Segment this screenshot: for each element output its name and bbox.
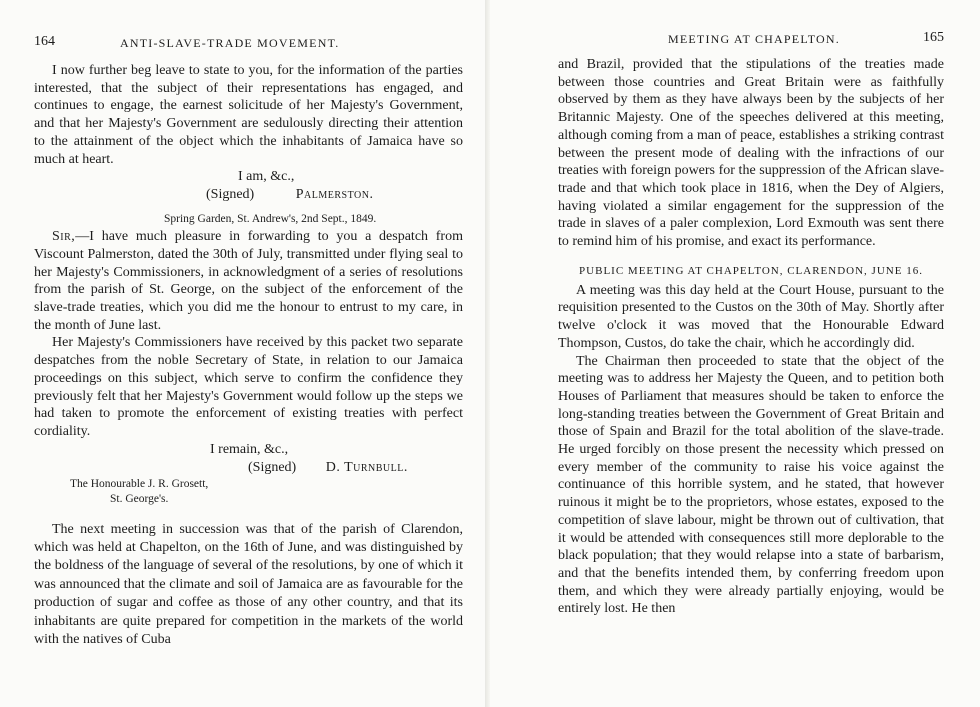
right-paragraph-2: A meeting was this day held at the Court House, pursuant to the requisition presented to the Custos on the 30th of May. Shortly after twelve o'clock it was moved that the Honourable Edward Thompson, Custos, do take the chair, which he accordingly did. <box>558 282 944 351</box>
signer-palmerston: Palmerston. <box>295 187 374 203</box>
section-heading: PUBLIC MEETING AT CHAPELTON, CLARENDON, JUNE 16. <box>579 264 923 277</box>
addressee-name: The Honourable J. R. Grosett, <box>70 477 209 490</box>
right-paragraph-3: The Chairman then proceeded to state that the object of the meeting was to address her Majesty the Queen, and to petition both Houses of Parliament that measures should be taken to enforce the long-standing treaties between the Government of Great Britain and those of Spain and Brazil for the total abolition of the slave-trade. He urged forcibly on those present the necessity which pressed on every member of the community to raise his voice against the continuance of this horrible system, and he stated, that however ruinous it might be to the proprietors, whose estates, exposed to the competition of slave labour, might be thrown out of cultivation, that it would be attended with consequences still more deplorable to the black population; that they would relapse into a state of barbarism, and that the benefits intended them, by conferring freedom upon them, and which they were already partially enjoying, would be entirely lost. He then <box>558 353 944 617</box>
left-paragraph-2-text: —I have much pleasure in forwarding to you a despatch from Viscount Palmerston, dated the 30th of July, transmitted under flying seal to her Majesty's Commissioners, in acknowledgment of a series of resolutions from the parish of St. George, on the subject of the enforcement of the slave-trade treaties, which you did me the honour to entrust to my care, in the month of June last. <box>34 229 463 333</box>
right-running-title: MEETING AT CHAPELTON. <box>668 32 840 46</box>
left-paragraph-4: The next meeting in succession was that of the parish of Clarendon, which was held at Chapelton, on the 16th of June, and was distinguished by the boldness of the language of several of the resolutions, by one of which it was announced that the climate and soil of Jamaica are as favourable for the production of sugar and coffee as those of any other country, and that its inhabitants are quite prepared for competition in the markets of the world with the natives of Cuba <box>34 521 463 648</box>
salutation: Sir, <box>52 229 76 245</box>
left-page <box>0 0 485 707</box>
left-paragraph-2 <box>34 228 463 334</box>
signature-line-2 <box>34 459 463 477</box>
right-page <box>490 0 980 707</box>
left-paragraph-1: I now further beg leave to state to you, for the information of the parties interested, that the subject of their representations has engaged, and continues to engage, the earnest solicitude of her Majesty's Government, and that her Majesty's Government are sedulously directing their attention to the attainment of the object which the inhabitants of Jamaica have so much at heart. <box>34 63 463 167</box>
left-running-title: ANTI-SLAVE-TRADE MOVEMENT. <box>120 36 340 50</box>
right-running-head <box>558 32 944 50</box>
closing-2: I remain, &c., <box>210 441 289 457</box>
right-paragraph-1: and Brazil, provided that the stipulations of the treaties made between those countries and Great Britain were as faithfully observed by them as they have always been by the subjects of her Britannic Majesty. One of the speeches delivered at this meeting, although coming from a man of peace, establishes a striking contrast between the present mode of dealing with the infractions of our treaties with foreign powers for the suppression of the African slave-trade and that which took place in 1816, when the Dey of Algiers, having violated a similar engagement for the suppression of the trade in slaves of a paler complexion, Lord Exmouth was sent there to remind him of his promise, and exact its performance. <box>558 57 944 250</box>
addressee-place: St. George's. <box>110 492 169 505</box>
left-paragraph-3: Her Majesty's Commissioners have received by this packet two separate despatches from the noble Secretary of State, in relation to our Jamaica proceedings on this subject, which serve to confirm the confidence they previously felt that her Majesty's Government would follow up the steps we had taken to promote the enforcement of existing treaties with perfect cordiality. <box>34 335 463 439</box>
left-running-head <box>34 36 463 54</box>
left-page-number: 164 <box>34 34 55 49</box>
right-page-number: 165 <box>923 30 944 45</box>
signer-turnbull: D. Turnbull. <box>325 459 408 475</box>
dateline: Spring Garden, St. Andrew's, 2nd Sept., 1849. <box>164 213 377 226</box>
signed-label-2: (Signed) <box>248 459 297 475</box>
signature-line-1 <box>34 186 463 204</box>
closing-1: I am, &c., <box>238 169 295 185</box>
signed-label-1: (Signed) <box>206 187 255 203</box>
